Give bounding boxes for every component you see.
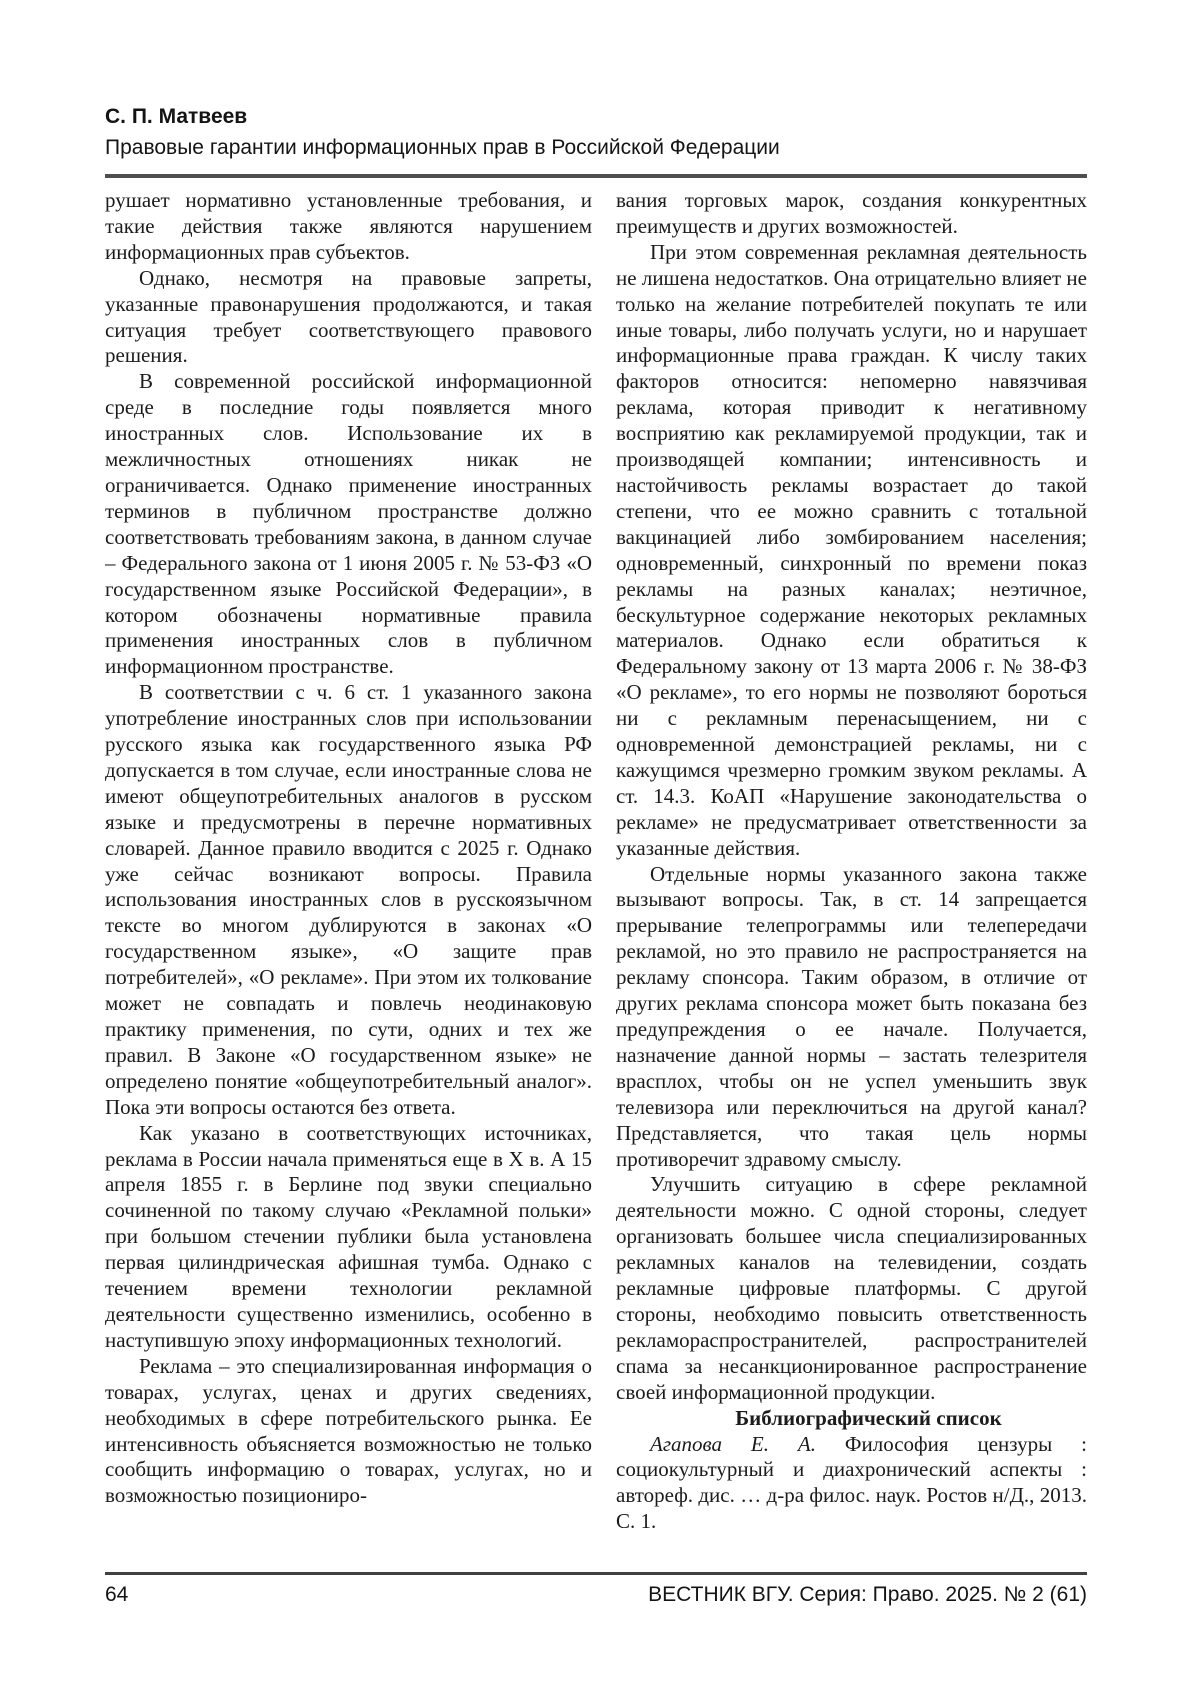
bibliography-text: Философия цензуры : социокультурный и диахронический аспекты : автореф. дис. … д-ра филос. наук. Ростов н/Д., 2013. С. 1. <box>616 1431 1087 1534</box>
body-paragraph: рушает нормативно установленные требования, и такие действия также являются нарушением информационных прав субъектов. <box>105 188 592 264</box>
body-paragraph: Однако, несмотря на правовые запреты, указанные правонарушения продолжаются, и такая ситуация требует соответствующего правового решения. <box>105 265 592 368</box>
page-number: 64 <box>105 1583 129 1606</box>
body-paragraph: вания торговых марок, создания конкурентных преимуществ и других возможностей. <box>616 188 1087 238</box>
bibliography-entry <box>616 1432 1087 1536</box>
body-paragraph: В соответствии с ч. 6 ст. 1 указанного закона употребление иностранных слов при использовании русского языка как государственного языка РФ допускается в том случае, если иностранные слова не имеют общеупотребительных аналогов в русском языке и предусмотрены в перечне нормативных словарей. Данное правило вводится с 2025 г. Однако уже сейчас возникают вопросы. Правила использования иностранных слов в русскоязычном тексте во многом дублируются в законах «О государственном языке», «О защите прав потребителей», «О рекламе». При этом их толкование может не совпадать и повлечь неодинаковую практику применения, по сути, одних и тех же правил. В Законе «О государственном языке» не определено понятие «общеупотребительный аналог». Пока эти вопросы остаются без ответа. <box>105 680 592 1119</box>
journal-footer: ВЕСТНИК ВГУ. Серия: Право. 2025. № 2 (61) <box>648 1583 1087 1606</box>
author-name: С. П. Матвеев <box>105 105 248 128</box>
body-paragraph: Отдельные нормы указанного закона также вызывают вопросы. Так, в ст. 14 запрещается прерывание телепрограммы или телепередачи рекламой, но это правило не распространяется на рекламу спонсора. Таким образом, в отличие от других реклама спонсора может быть показана без предупреждения о ее начале. Получается, назначение данной нормы – застать телезрителя врасплох, чтобы он не успел уменьшить звук телевизора или переключиться на другой канал? Представляется, что такая цель нормы противоречит здравому смыслу. <box>616 861 1087 1171</box>
body-paragraph: Как указано в соответствующих источниках, реклама в России начала применяться еще в X в. А 15 апреля 1855 г. в Берлине под звуки специально сочиненной по такому случаю «Рекламной польки» при большом стечении публики была установлена первая цилиндрическая афишная тумба. Однако с течением времени технологии рекламной деятельности существенно изменились, особенно в наступившую эпоху информационных технологий. <box>105 1120 592 1352</box>
bibliography-heading: Библиографический список <box>735 1405 1002 1430</box>
bibliography-author: Агапова Е. А. <box>650 1431 845 1456</box>
header-rule <box>105 174 1087 178</box>
right-text-column <box>616 188 1087 1566</box>
body-paragraph: В современной российской информационной среде в последние годы появляется много иностранных слов. Использование их в межличностных отношениях никак не ограничивается. Однако применение иностранных терминов в публичном пространстве должно соответствовать требованиям закона, в данном случае – Федерального закона от 1 июня 2005 г. № 53-ФЗ «О государственном языке Российской Федерации», в котором обозначены нормативные правила применения иностранных слов в публичном информационном пространстве. <box>105 369 592 679</box>
body-paragraph: Реклама – это специализированная информация о товарах, услугах, ценах и других сведениях, необходимых в сфере потребительского рынка. Ее интенсивность объясняется возможностью не только сообщить информацию о товарах, услугах, но и возможностью позициониро- <box>105 1353 592 1508</box>
running-title: Правовые гарантии информационных прав в Российской Федерации <box>105 136 780 159</box>
body-paragraph: При этом современная рекламная деятельность не лишена недостатков. Она отрицательно влияет не только на желание потребителей покупать те или иные товары, либо получать услуги, но и нарушает информационные права граждан. К числу таких факторов относится: непомерно навязчивая реклама, которая приводит к негативному восприятию как рекламируемой продукции, так и производящей компании; интенсивность и настойчивость рекламы возрастает до такой степени, что ее можно сравнить с тотальной вакцинацией либо зомбированием населения; одновременный, синхронный по времени показ рекламы на разных каналах; неэтичное, бескультурное содержание некоторых рекламных материалов. Однако если обратиться к Федеральному закону от 13 марта 2006 г. № 38-ФЗ «О рекламе», то его нормы не позволяют бороться ни с рекламным перенасыщением, ни с одновременной демонстрацией рекламы, ни с кажущимся чрезмерно громким звуком рекламы. А ст. 14.3. КоАП «Нарушение законодательства о рекламе» не предусматривает ответственности за указанные действия. <box>616 239 1087 860</box>
body-paragraph: Улучшить ситуацию в сфере рекламной деятельности можно. С одной стороны, следует организовать большее числа специализированных рекламных каналов на телевидении, создать рекламные цифровые платформы. С другой стороны, необходимо повысить ответственность рекламораспространителей, распространителей спама за несанкционированное распространение своей информационной продукции. <box>616 1172 1087 1404</box>
left-text-column <box>105 188 592 1566</box>
footer-rule <box>105 1572 1087 1575</box>
